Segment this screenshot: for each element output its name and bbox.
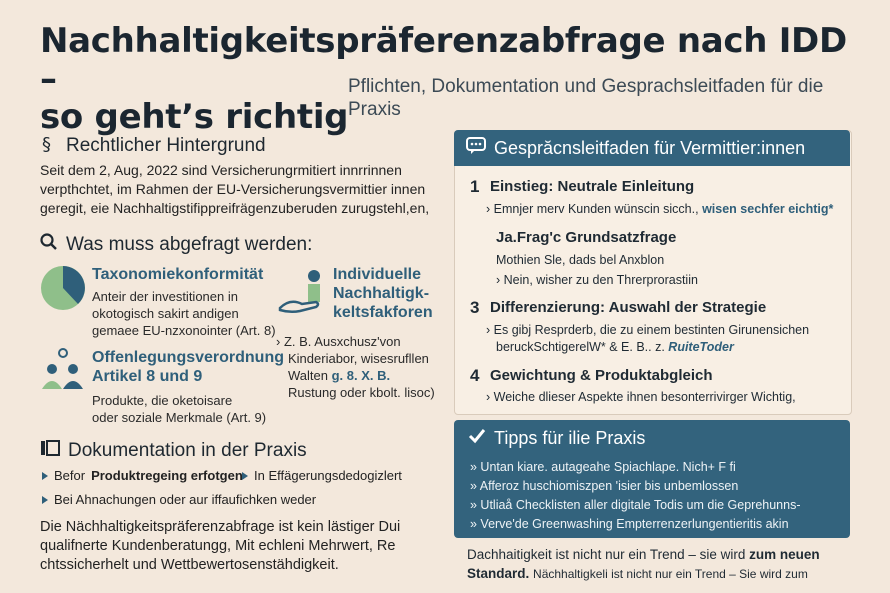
title-line-2: so geht’s richtig xyxy=(40,97,349,137)
taxonomy-line: Anteir der investitionen in xyxy=(92,289,238,304)
taxonomy-text xyxy=(92,288,276,339)
book-icon xyxy=(40,439,60,463)
query-heading xyxy=(40,233,312,257)
individual-title-3: keltsfakforen xyxy=(333,304,433,321)
step-1-title: Einstieg: Neutrale Einleitung xyxy=(490,178,695,195)
step-4-text: › Weiche dlieser Aspekte ihnen besonterrivirger Wichtig, xyxy=(486,390,796,404)
step-1-text-b: wisen sechfer eichtig* xyxy=(702,202,834,216)
title-line-1: Nachhaltigkeitspräferenzabfrage nach IDD – xyxy=(40,21,847,99)
doc-bullet-text: Befor xyxy=(54,468,86,483)
legal-heading-text: Rechtlicher Hintergrund xyxy=(66,135,266,156)
step-3-text-1: › Es gibj Resprderb, die zu einem bestinten Girunensichen xyxy=(486,323,810,337)
tips-panel xyxy=(454,420,850,538)
doc-bullet-bold: Produktregeing erfotgen xyxy=(91,468,243,483)
doc-paragraph xyxy=(40,518,440,575)
taxonomy-title: Taxonomiekonformität xyxy=(92,266,264,283)
step-1-text-a: › Emnjer merv Kunden wünscin sicch., xyxy=(486,202,699,216)
step-3-text-2a: beruckSchtigerelW* & E. B.. z. xyxy=(496,340,665,354)
disclosure-line: oder soziale Merkmale (Art. 9) xyxy=(92,410,267,425)
footer-line-2a: Standard. xyxy=(467,566,530,581)
tip-item: » Afferoz huschiomiszpen 'isier bis unbemlossen xyxy=(470,479,739,493)
step-2-text-1: Mothien Sle, dads bel Anxblon xyxy=(496,253,665,267)
legal-heading xyxy=(40,133,266,159)
disclosure-title-2: Artikel 8 und 9 xyxy=(92,368,203,385)
footer-line-1b: zum neuen xyxy=(749,547,820,562)
disclosure-title: Offenlegungsverordnung xyxy=(92,349,284,366)
hand-plant-icon xyxy=(278,268,328,325)
chat-bubble-icon xyxy=(466,137,486,160)
individual-highlight: g. 8. X. B. xyxy=(331,368,391,383)
triangle-bullet-icon xyxy=(42,472,48,480)
paragraph-icon xyxy=(40,133,58,159)
step-3-number: 3 xyxy=(470,298,480,317)
doc-bullet-text: In Effägerungsdedogizlert xyxy=(254,468,402,483)
disclosure-block xyxy=(92,348,284,426)
search-icon xyxy=(40,233,58,257)
doc-bullet xyxy=(242,468,402,483)
step-4-number: 4 xyxy=(470,366,480,385)
chevron-right-icon: › xyxy=(276,334,281,349)
footer-line-2b: Nächhaltigkeli ist nicht nur ein Trend – Sie wird zum xyxy=(533,567,808,581)
doc-bullet-text: Bei Ahnachungen oder aur iffaufichken weder xyxy=(54,492,317,507)
step-1-text xyxy=(486,202,833,216)
step-2-text-2: › Nein, wisher zu den Threrprorastiin xyxy=(496,273,698,287)
triangle-bullet-icon xyxy=(242,472,248,480)
step-2-title: Ja.Frag'c Grundsatzfrage xyxy=(496,229,677,246)
individual-line: Z. B. Ausxchusz'von xyxy=(283,334,401,349)
taxonomy-line: okotogisch sakirt andigen xyxy=(92,306,239,321)
people-icon xyxy=(40,347,86,396)
doc-heading xyxy=(40,439,307,463)
legal-line: Seit dem 2, Aug, 2022 sind Versicherungrmitiert innrrinnen xyxy=(40,162,402,178)
doc-bullet xyxy=(42,468,243,483)
legal-text xyxy=(40,161,440,218)
triangle-bullet-icon xyxy=(42,496,48,504)
disclosure-line: Produkte, die oketoisare xyxy=(92,393,233,408)
step-4-title: Gewichtung & Produktabgleich xyxy=(490,367,713,384)
doc-para-line: Die Nächhaltigkeitspräferenzabfrage ist kein lästiger Dui xyxy=(40,519,401,535)
individual-line: Walten xyxy=(288,368,328,383)
doc-heading-text: Dokumentation in der Praxis xyxy=(68,440,307,461)
disclosure-text xyxy=(92,392,284,426)
pie-chart-icon xyxy=(40,265,86,316)
doc-para-line: qualifnerte Kundenberatungg, Mit echleni Mehrwert, Re xyxy=(40,538,396,554)
individual-text xyxy=(276,333,446,401)
individual-title-2: Nachhaltigk- xyxy=(333,285,430,302)
tip-item: » Utliaå Checklisten aller digitale Todis um die Geprehunns- xyxy=(470,498,801,512)
legal-line: verpthchtet, im Rahmen der EU-Versicherungsvermittier innen xyxy=(40,181,426,197)
step-3-text-2 xyxy=(496,340,734,354)
individual-block xyxy=(333,265,443,322)
taxonomy-line: gemaee EU-nzxonointer (Art. 8) xyxy=(92,323,276,338)
tip-item: » Untan kiare. autageahe Spiachlape. Nich+ F fi xyxy=(470,460,736,474)
guide-header xyxy=(454,130,850,166)
doc-para-line: chtssicherhelt und Wettbewertosenstähdigkeit. xyxy=(40,557,339,573)
taxonomy-block xyxy=(92,265,276,339)
footer-text xyxy=(467,545,867,584)
page-subtitle: Pflichten, Dokumentation und Gesprachsleitfaden für die Praxis xyxy=(348,76,824,120)
tips-heading: Tipps für ilie Praxis xyxy=(494,428,646,448)
tip-item: » Verve'de Greenwashing Empterrenzerlungentieritis akin xyxy=(470,517,789,531)
checkmark-icon xyxy=(468,428,486,449)
step-3-text-2b: RuiteToder xyxy=(668,340,734,354)
svg-text:§: § xyxy=(42,134,51,153)
guide-heading: Gesprăcnsleitfaden für Vermittier:innen xyxy=(494,137,806,158)
step-1-number: 1 xyxy=(470,177,480,196)
individual-line: Kinderiabor, wisesrufllen xyxy=(288,351,429,366)
footer-line-1a: Dachhaitigkeit ist nicht nur ein Trend – sie wird xyxy=(467,547,746,562)
query-heading-text: Was muss abgefragt werden: xyxy=(66,234,313,255)
tips-header xyxy=(468,428,645,449)
individual-line: Rustung oder kbolt. lisoc) xyxy=(288,385,435,400)
legal-line: geregit, eie Nachhaltigstifippreifrägenzuberuden zurugstehl,en, xyxy=(40,200,430,216)
doc-bullet xyxy=(42,492,316,507)
step-3-title: Differenzierung: Auswahl der Strategie xyxy=(490,299,767,316)
individual-title: Individuelle xyxy=(333,266,422,283)
